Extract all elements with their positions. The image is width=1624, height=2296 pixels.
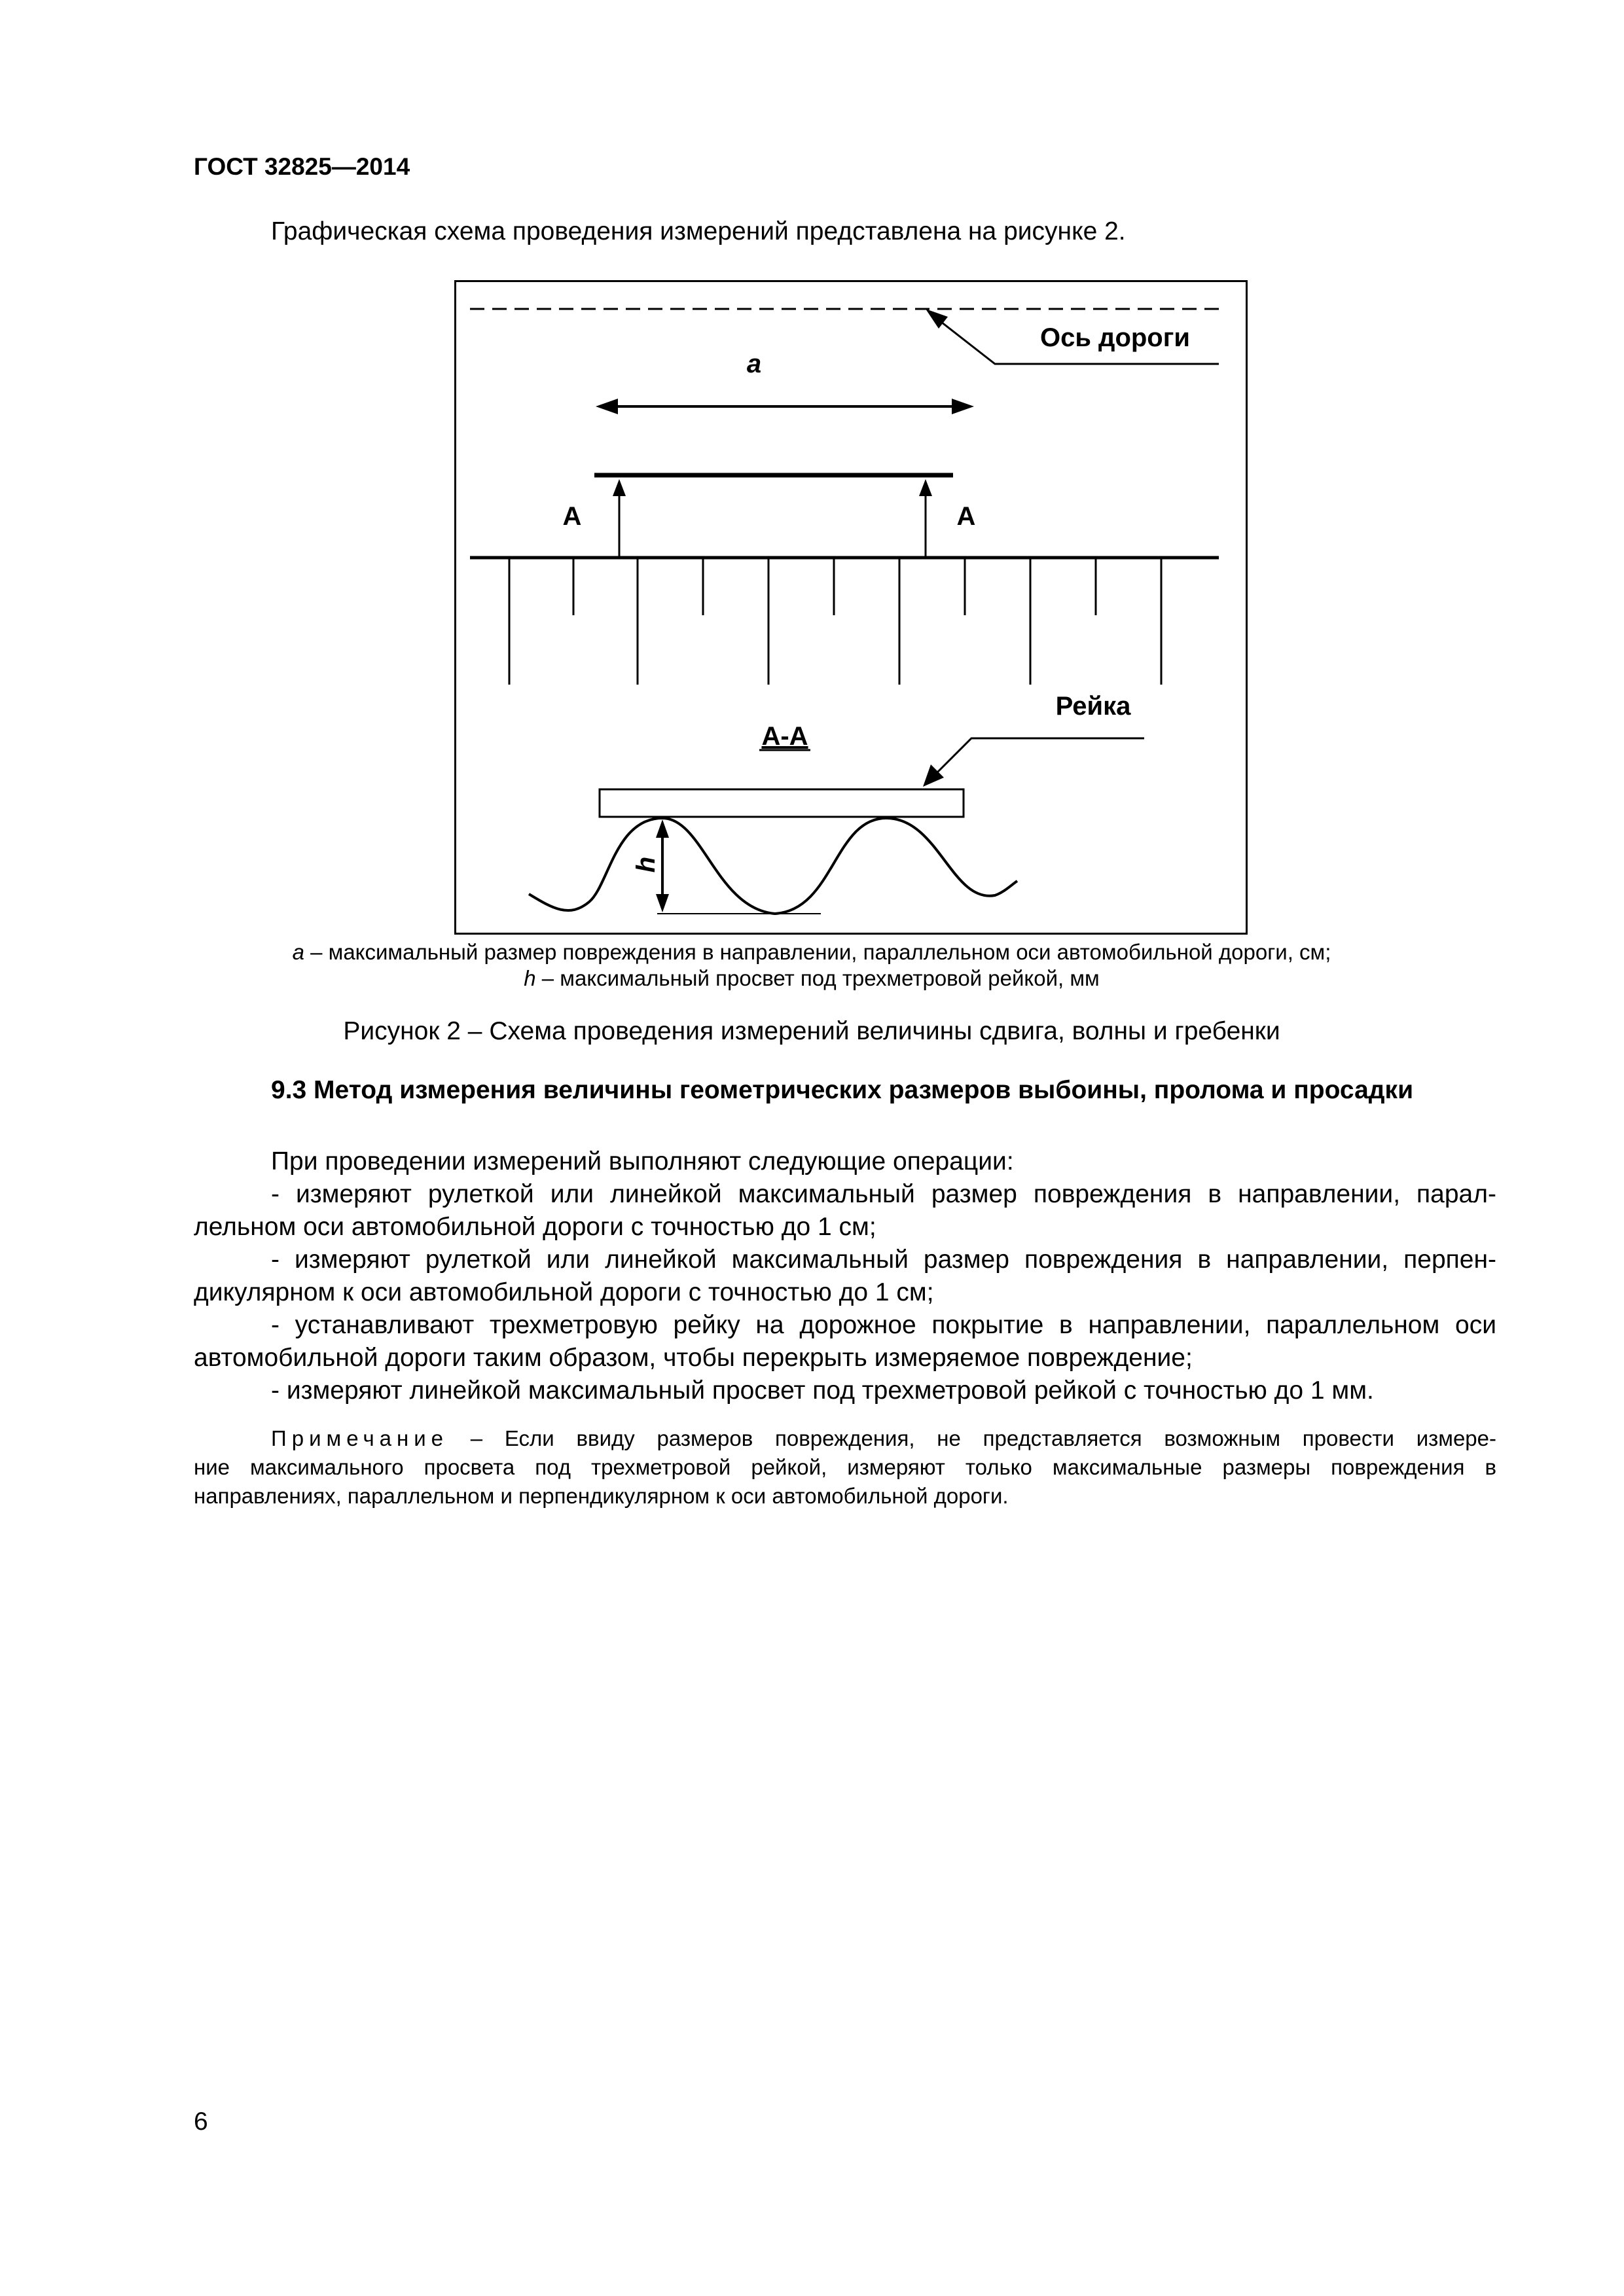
note-label: Примечание	[271, 1426, 449, 1450]
legend-a-text: – максимальный размер повреждения в направлении, параллельном оси автомобильной дороги, см;	[304, 940, 1331, 964]
dim-h-arrowhead-top	[656, 819, 669, 838]
rail-side-view	[600, 789, 964, 817]
document-header: ГОСТ 32825—2014	[194, 153, 410, 180]
body-line: - измеряют рулеткой или линейкой максимальный размер повреждения в направлении, парал-	[271, 1180, 1496, 1208]
road-axis-label: Ось дороги	[1039, 323, 1190, 352]
damage-ticks	[509, 558, 1161, 685]
note-line: ние максимального просвета под трехметровой рейкой, измеряют только максимальные размеры повреждения в	[194, 1455, 1496, 1479]
dim-h-label: h	[632, 856, 660, 873]
legend-h	[196, 966, 1427, 991]
body-line: - измеряют линейкой максимальный просвет под трехметровой рейкой с точностью до 1 мм.	[271, 1376, 1374, 1405]
page-number: 6	[194, 2108, 208, 2136]
note-line: направлениях, параллельном и перпендикулярном к оси автомобильной дороги.	[194, 1484, 1009, 1508]
body-line: - измеряют рулеткой или линейкой максимальный размер повреждения в направлении, перпен-	[271, 1246, 1496, 1274]
dim-a-arrowhead-right	[952, 399, 974, 414]
wavy-surface-profile	[529, 818, 1017, 914]
legend-a-symbol: a	[292, 940, 304, 964]
figure-caption: Рисунок 2 – Схема проведения измерений величины сдвига, волны и гребенки	[343, 1017, 1280, 1045]
rail-label: Рейка	[1055, 692, 1131, 721]
intro-paragraph: Графическая схема проведения измерений представлена на рисунке 2.	[271, 217, 1126, 245]
rail-leader	[935, 738, 1144, 775]
body-line: лельном оси автомобильной дороги с точностью до 1 см;	[194, 1213, 876, 1241]
section-title: A-A	[761, 722, 808, 751]
note-text: – Если ввиду размеров повреждения, не представляется возможным провести измере-	[448, 1426, 1496, 1450]
dim-a-label: a	[746, 350, 762, 378]
section-arrowhead-right	[919, 479, 932, 496]
legend-h-text: – максимальный просвет под трехметровой рейкой, мм	[535, 966, 1100, 990]
legend-h-symbol: h	[524, 966, 536, 990]
section-body	[194, 1145, 1496, 1407]
measurement-diagram	[454, 280, 1248, 935]
legend-a	[196, 940, 1427, 965]
note-line	[194, 1424, 1496, 1453]
section-heading: 9.3 Метод измерения величины геометрических размеров выбоины, пролома и просадки	[271, 1076, 1414, 1104]
section-mark-left: A	[562, 502, 582, 531]
note-block	[194, 1424, 1496, 1511]
body-line: дикулярном к оси автомобильной дороги с точностью до 1 см;	[194, 1278, 934, 1306]
body-line: При проведении измерений выполняют следующие операции:	[271, 1147, 1014, 1175]
body-line: - устанавливают трехметровую рейку на дорожное покрытие в направлении, параллельном оси	[271, 1311, 1496, 1339]
dim-a-arrowhead-left	[596, 399, 618, 414]
dim-h-arrowhead-bottom	[656, 894, 669, 912]
section-arrowhead-left	[613, 479, 626, 496]
section-mark-right: A	[956, 502, 976, 531]
body-line: автомобильной дороги таким образом, чтобы перекрыть измеряемое повреждение;	[194, 1344, 1193, 1372]
